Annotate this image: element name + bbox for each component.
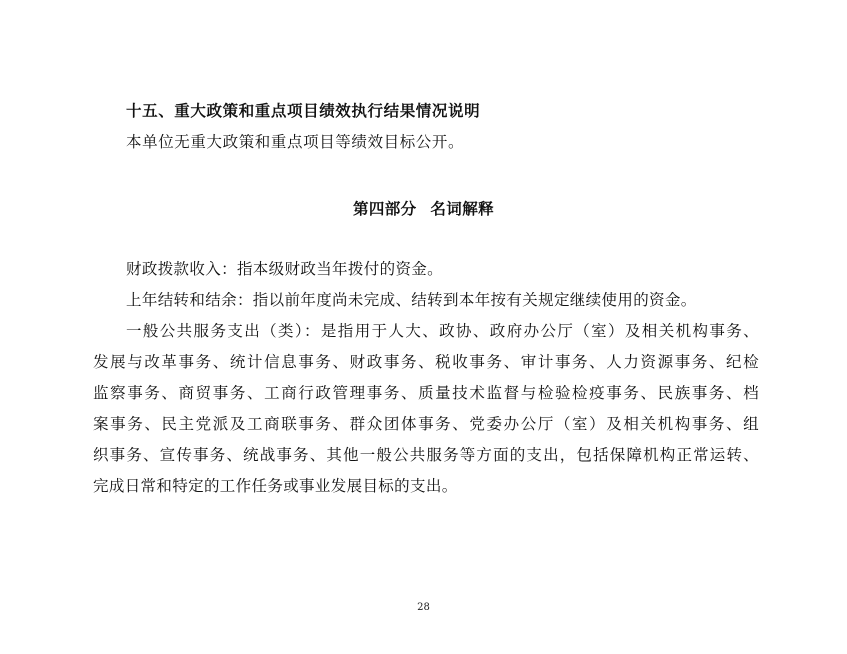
definition-general-public-line: 一般公共服务支出（类）：是指用于人大、政协、政府办公厅（室）及相关机构事务、 xyxy=(126,322,759,340)
part-title-number: 第四部分 xyxy=(352,200,417,218)
definitions-block xyxy=(93,258,759,506)
section-heading: 十五、重大政策和重点项目绩效执行结果情况说明 xyxy=(126,102,481,120)
section-paragraph: 本单位无重大政策和重点项目等绩效目标公开。 xyxy=(126,133,465,151)
definition-general-public-line: 织事务、宣传事务、统战事务、其他一般公共服务等方面的支出，包括保障机构正常运转、 xyxy=(93,446,759,464)
part-title-name: 名词解释 xyxy=(430,200,494,218)
part-title xyxy=(0,198,847,220)
page-number: 28 xyxy=(417,602,430,613)
definition-general-public-line: 案事务、民主党派及工商联事务、群众团体事务、党委办公厅（室）及相关机构事务、组 xyxy=(93,415,759,433)
definition-general-public-line: 发展与改革事务、统计信息事务、财政事务、税收事务、审计事务、人力资源事务、纪检 xyxy=(93,353,759,371)
definition-carryover: 上年结转和结余：指以前年度尚未完成、结转到本年按有关规定继续使用的资金。 xyxy=(126,291,697,309)
definition-general-public-line: 监察事务、商贸事务、工商行政管理事务、质量技术监督与检验检疫事务、民族事务、档 xyxy=(93,384,759,402)
definition-general-public-line: 完成日常和特定的工作任务或事业发展目标的支出。 xyxy=(93,477,458,495)
definition-fiscal-income: 财政拨款收入：指本级财政当年拨付的资金。 xyxy=(126,260,444,278)
